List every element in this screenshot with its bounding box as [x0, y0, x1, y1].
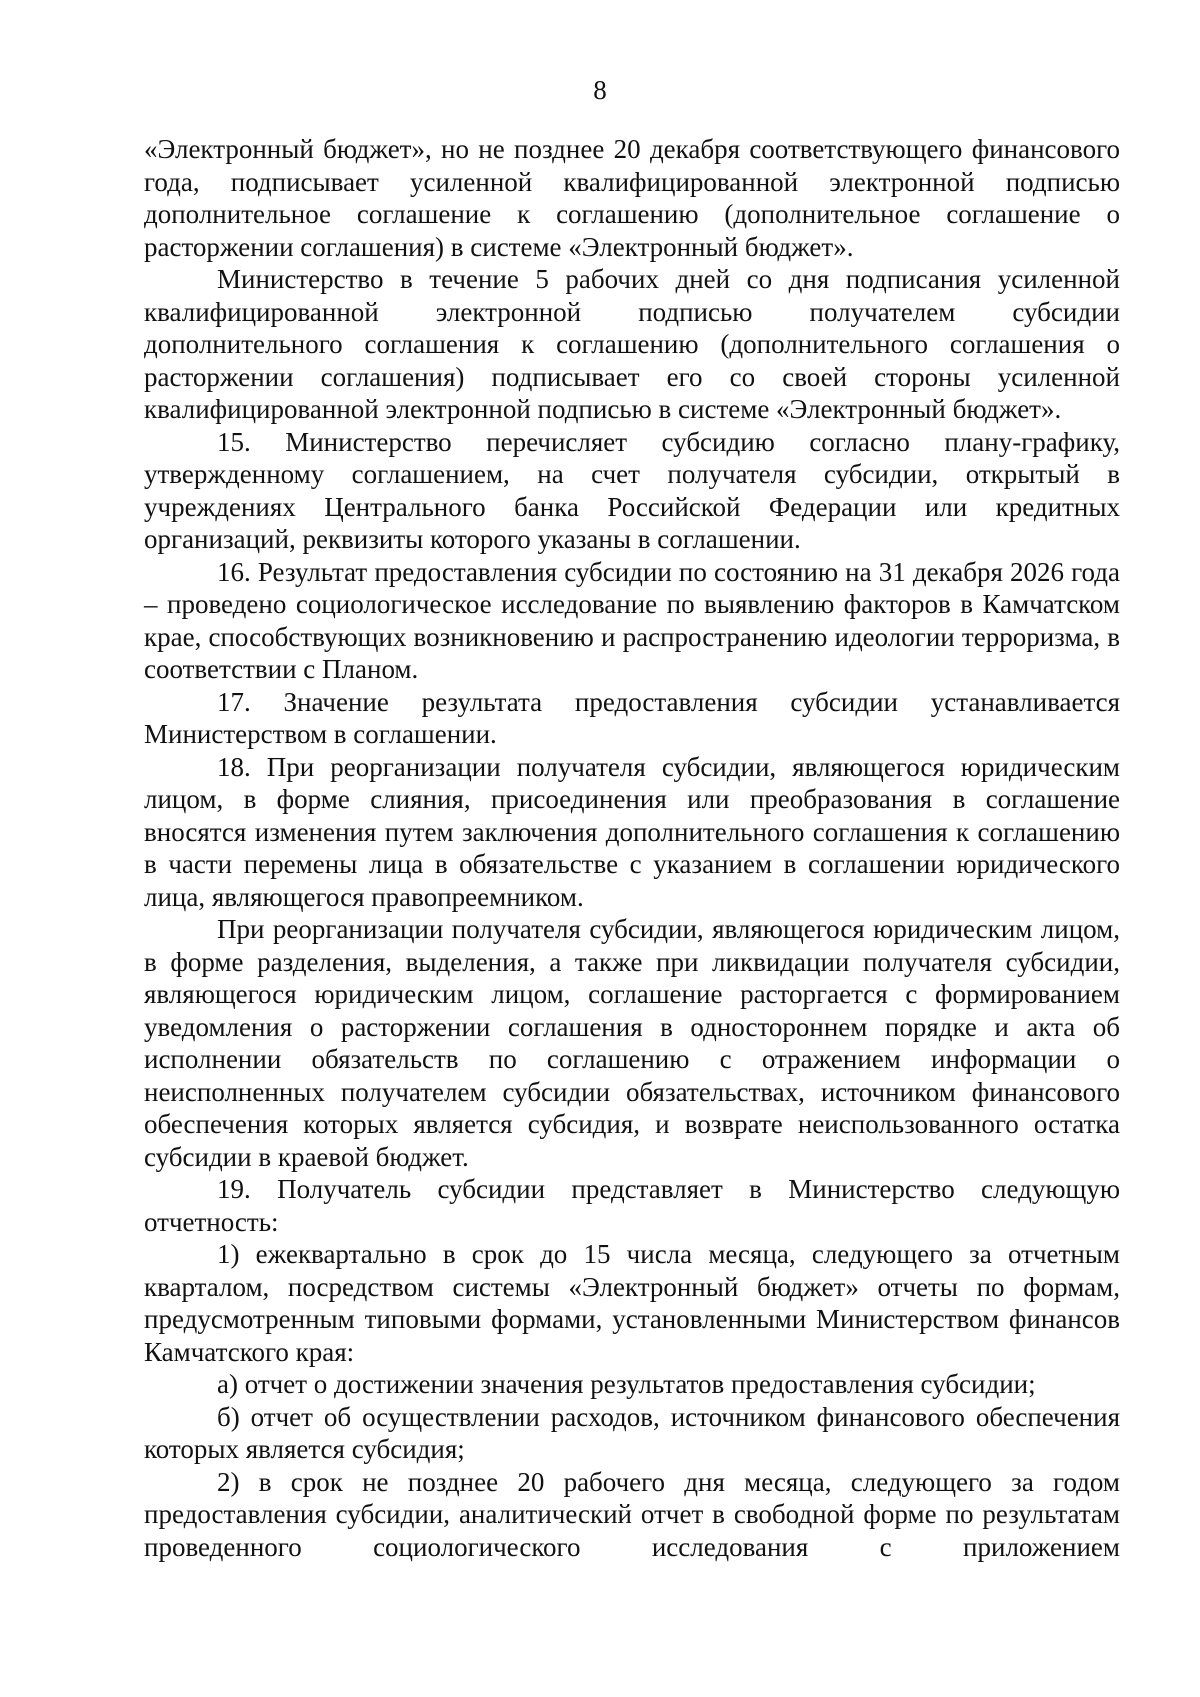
list-item-b: б) отчет об осуществлении расходов, источником финансового обеспечения которых является субсидия;	[144, 1401, 1120, 1464]
paragraph-ministry-signing: Министерство в течение 5 рабочих дней со дня подписания усиленной квалифицированной электронной подписью получателем субсидии дополнительного соглашения к соглашению (дополнительного соглашения о расторжении соглашения) подписывает его со своей стороны усиленной квалифицированной электронной подписью в системе «Электронный бюджет».	[144, 264, 1120, 424]
list-item-2: 2) в срок не позднее 20 рабочего дня месяца, следующего за годом предоставления субсидии, аналитический отчет в свободной форме по результатам проведенного социологического исследования с приложением	[144, 1466, 1120, 1562]
paragraph-16: 16. Результат предоставления субсидии по состоянию на 31 декабря 2026 года – проведено социологическое исследование по выявлению факторов в Камчатском крае, способствующих возникновению и распространению идеологии терроризма, в соответствии с Планом.	[144, 556, 1120, 684]
page-number: 8	[593, 75, 607, 105]
paragraph-18: 18. При реорганизации получателя субсидии, являющегося юридическим лицом, в форме слияния, присоединения или преобразования в соглашение вносятся изменения путем заключения дополнительного соглашения к соглашению в части перемены лица в обязательстве с указанием в соглашении юридического лица, являющегося правопреемником.	[144, 751, 1120, 912]
paragraph-19: 19. Получатель субсидии представляет в Министерство следующую отчетность:	[144, 1174, 1120, 1237]
list-item-a: а) отчет о достижении значения результатов предоставления субсидии;	[217, 1369, 1036, 1399]
list-item-1: 1) ежеквартально в срок до 15 числа месяца, следующего за отчетным кварталом, посредством системы «Электронный бюджет» отчеты по формам, предусмотренным типовыми формами, установленными Министерством финансов Камчатского края:	[144, 1239, 1120, 1367]
document-body	[144, 133, 1120, 1563]
paragraph-continuation: «Электронный бюджет», но не позднее 20 декабря соответствующего финансового года, подписывает усиленной квалифицированной электронной подписью дополнительное соглашение к соглашению (дополнительное соглашение о расторжении соглашения) в системе «Электронный бюджет».	[144, 134, 1120, 262]
paragraph-reorganization: При реорганизации получателя субсидии, являющегося юридическим лицом, в форме разделения, выделения, а также при ликвидации получателя субсидии, являющегося юридическим лицом, соглашение расторгается с формированием уведомления о расторжении соглашения в одностороннем порядке и акта об исполнении обязательств по соглашению с отражением информации о неисполненных получателем субсидии обязательствах, источником финансового обеспечения которых является субсидия, и возврате неиспользованного остатка субсидии в краевой бюджет.	[144, 914, 1120, 1172]
paragraph-17: 17. Значение результата предоставления субсидии устанавливается Министерством в соглашении.	[144, 686, 1120, 749]
paragraph-15: 15. Министерство перечисляет субсидию согласно плану-графику, утвержденному соглашением, на счет получателя субсидии, открытый в учреждениях Центрального банка Российской Федерации или кредитных организаций, реквизиты которого указаны в соглашении.	[144, 426, 1120, 554]
